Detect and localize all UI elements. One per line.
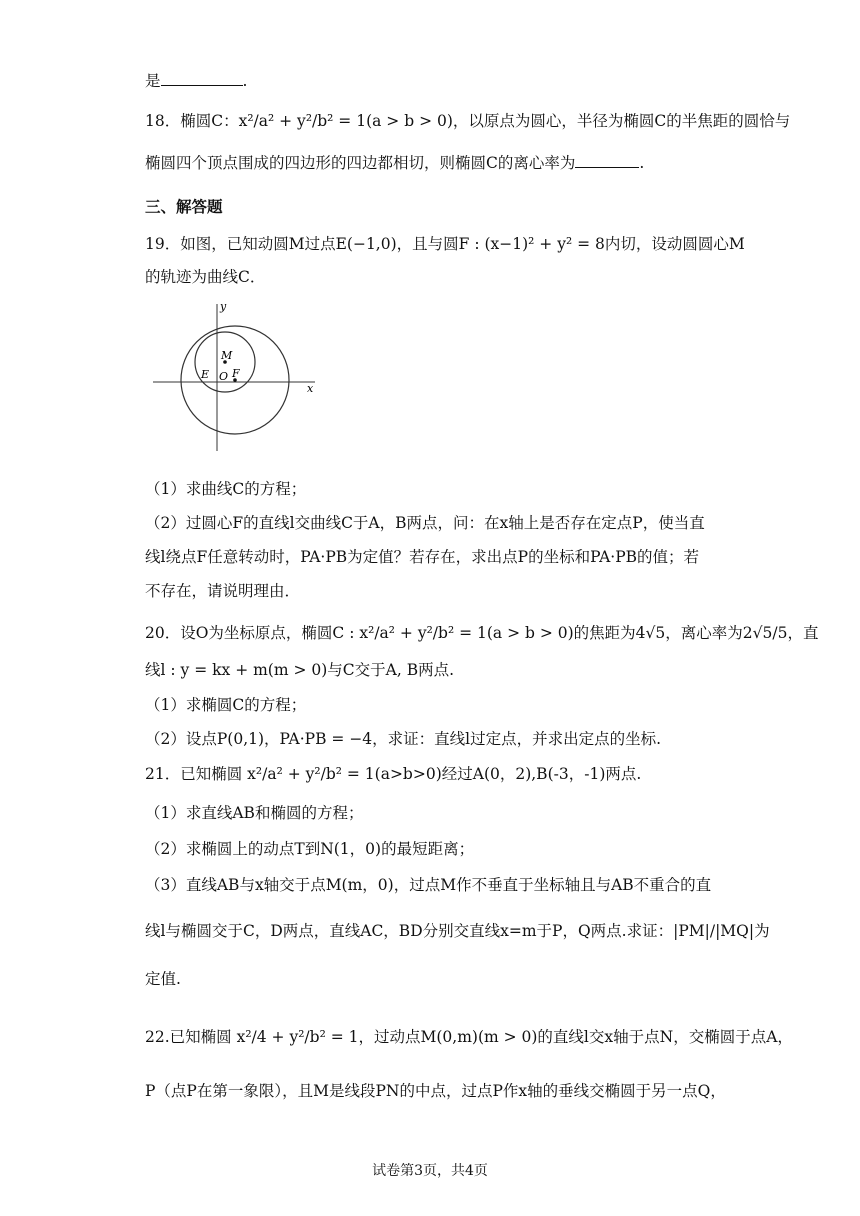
q18-line2: 椭圆四个顶点围成的四边形的四边都相切，则椭圆C的离心率为 . [145, 154, 645, 172]
q21-part3-line2: 线l与椭圆交于C，D两点，直线AC，BD分别交直线x=m于P，Q两点.求证：|PM|/|MQ|为 [145, 922, 770, 940]
q21-part3-line3: 定值. [145, 970, 181, 988]
q21-part1: （1）求直线AB和椭圆的方程； [145, 804, 364, 822]
q19-part2-line2: 线l绕点F任意转动时，PA·PB为定值？若存在，求出点P的坐标和PA·PB的值；若 [145, 548, 700, 566]
circle-figure [145, 296, 325, 456]
y-label: y [220, 300, 227, 313]
q19-part2-line1: （2）过圆心F的直线l交曲线C于A，B两点，问：在x轴上是否存在定点P，使当直 [145, 514, 705, 532]
x-label: x [307, 382, 314, 395]
q22-line2: P（点P在第一象限），且M是线段PN的中点，过点P作x轴的垂线交椭圆于另一点Q， [145, 1082, 726, 1100]
q21-line1: 21．已知椭圆 x²/a² + y²/b² = 1(a>b>0)经过A(0，2),B(-3，-1)两点. [145, 765, 642, 783]
m-label: M [221, 349, 233, 362]
q20-part1: （1）求椭圆C的方程； [145, 696, 307, 714]
e-label: E [201, 368, 210, 381]
o-label: O [219, 370, 229, 383]
f-label: F [232, 367, 240, 380]
q21-part2: （2）求椭圆上的动点T到N(1，0)的最短距离； [145, 840, 475, 858]
answer-blank [161, 71, 243, 86]
q22-line1: 22.已知椭圆 x²/4 + y²/b² = 1，过动点M(0,m)(m > 0)的直线l交x轴于点N，交椭圆于点A， [145, 1028, 793, 1046]
text-fragment: 是 [145, 72, 161, 90]
q19-line2: 的轨迹为曲线C． [145, 268, 266, 286]
q21-part3-line1: （3）直线AB与x轴交于点M(m，0)，过点M作不垂直于坐标轴且与AB不重合的直 [145, 876, 712, 894]
section-heading: 三、解答题 [145, 197, 223, 216]
q19-line1: 19．如图，已知动圆M过点E(−1,0)，且与圆F : (x−1)² + y² = 8内切，设动圆圆心M [145, 235, 745, 253]
answer-blank [575, 153, 639, 168]
page-footer: 试卷第3页，共4页 [372, 1163, 488, 1179]
q19-part2-line3: 不存在，请说明理由． [145, 582, 301, 600]
q20-part2: （2）设点P(0,1)，PA·PB = −4，求证：直线l过定点，并求出定点的坐标. [145, 730, 662, 748]
q20-line2: 线l : y = kx + m(m > 0)与C交于A, B两点. [145, 661, 455, 679]
q19-part1: （1）求曲线C的方程； [145, 480, 307, 498]
q20-line1: 20．设O为坐标原点，椭圆C : x²/a² + y²/b² = 1(a > b > 0)的焦距为4√5，离心率为2√5/5，直 [145, 624, 819, 642]
figure-svg [145, 296, 325, 456]
text-fragment: 椭圆四个顶点围成的四边形的四边都相切，则椭圆C的离心率为 [145, 154, 576, 172]
q18-line1: 18．椭圆C：x²/a² + y²/b² = 1(a > b > 0)，以原点为圆心，半径为椭圆C的半焦距的圆恰与 [145, 112, 791, 130]
line-17-end: 是 . [145, 72, 248, 90]
